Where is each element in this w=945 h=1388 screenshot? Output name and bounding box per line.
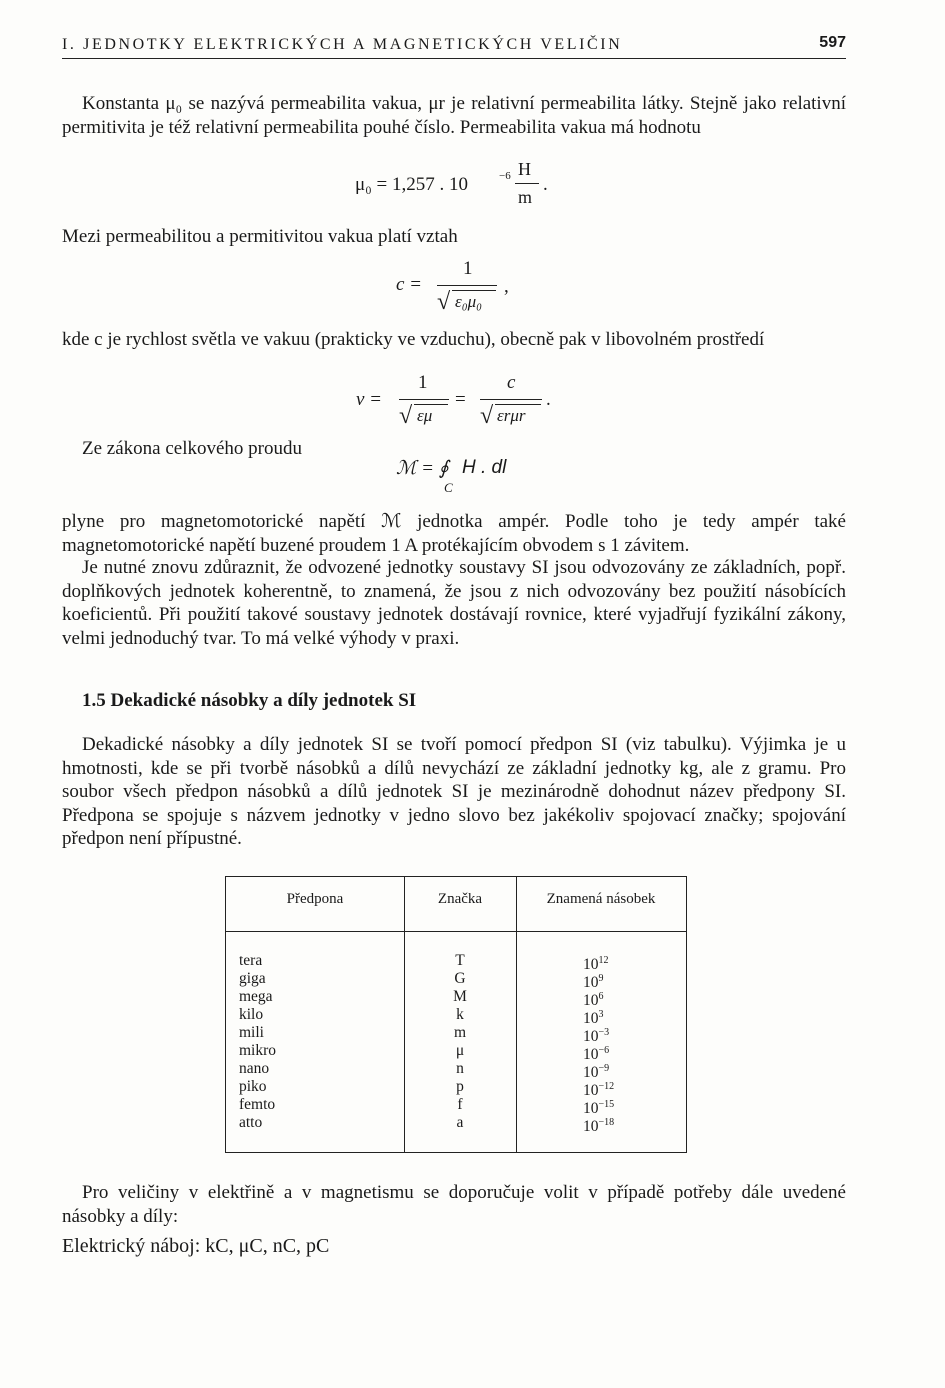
paragraph-total-current: Ze zákona celkového proudu xyxy=(82,438,302,459)
multiple-exponent: −12 xyxy=(598,1081,615,1092)
table-cell-symbol: M xyxy=(453,988,467,1005)
table-cell-symbol: a xyxy=(456,1114,464,1131)
eq3-numerator-1: 1 xyxy=(418,372,428,393)
paragraph-permeability: Konstanta μ₀ se nazývá permeabilita vakua, μr je relativní permeabilita látky. Stejně jako relativní permitivita je též relativní permeabilita pouhé číslo. Permeabilita vakua má hodnotu xyxy=(62,93,846,138)
eq1-fraction-line xyxy=(515,183,539,184)
multiple-base: 10 xyxy=(583,956,599,973)
table-cell-symbol: m xyxy=(453,1024,467,1041)
multiple-exponent: 3 xyxy=(598,1009,604,1020)
eq1-period: . xyxy=(543,174,548,195)
multiple-exponent: −18 xyxy=(598,1117,615,1128)
multiple-exponent: 9 xyxy=(598,973,604,984)
table-header-symbol: Značka xyxy=(437,891,483,907)
eq1-lhs: μ₀ = 1,257 . 10 xyxy=(355,174,469,195)
multiple-base: 10 xyxy=(583,1100,599,1117)
table-cell-symbol: T xyxy=(455,952,465,969)
multiple-base: 10 xyxy=(583,992,599,1009)
paragraph-coherence: Je nutné znovu zdůraznit, že odvozené jednotky soustavy SI jsou odvozovány ze základních, popř. doplňkových jednotek koherentně, to znamená, že jsou z nich odvozovány bez použití násobících koeficientů. Při použití takové soustavy jednotek dostávají rovnice, které vyjadřují fyzikální zákony, velmi jednoduchý tvar. To má velké výhody v praxi. xyxy=(62,557,846,649)
table-cell-symbol: p xyxy=(456,1078,464,1095)
multiple-exponent: −3 xyxy=(598,1027,610,1038)
eq3-sqrt-icon-1: √ xyxy=(399,403,413,429)
eq3-equals: = xyxy=(455,389,466,410)
multiple-base: 10 xyxy=(583,1010,599,1027)
table-cell-prefix: mega xyxy=(239,988,273,1005)
eq3-denominator-1: εμ xyxy=(417,406,433,425)
multiple-exponent: 6 xyxy=(598,991,604,1002)
prefix-table xyxy=(225,876,687,1153)
page-header xyxy=(62,34,846,59)
paragraph-recommendation: Pro veličiny v elektřině a v magnetismu se doporučuje volit v případě potřeby dále uvedené násobky a díly: xyxy=(62,1182,846,1227)
multiple-exponent: −6 xyxy=(598,1045,610,1056)
paragraph-mmf-unit: plyne pro magnetomotorické napětí ℳ jednotka ampér. Podle toho je tedy ampér také magnetomotorické napětí buzené proudem 1 A protékajícím obvodem s 1 závitem. xyxy=(62,511,846,556)
eq3-fraction-line-2 xyxy=(480,399,542,400)
running-title: I. JEDNOTKY ELEKTRICKÝCH A MAGNETICKÝCH VELIČIN xyxy=(62,36,623,53)
table-cell-prefix: giga xyxy=(239,970,266,987)
table-cell-prefix: atto xyxy=(239,1114,263,1131)
table-cell-symbol: μ xyxy=(455,1042,465,1059)
eq3-numerator-2: c xyxy=(507,372,516,393)
eq2-comma: , xyxy=(504,276,509,297)
table-cell-prefix: mikro xyxy=(239,1042,277,1059)
section-heading: 1.5 Dekadické násobky a díly jednotek SI xyxy=(82,690,417,711)
eq4-lhs: ℳ = ∮ xyxy=(396,458,449,479)
paragraph-relation: Mezi permeabilitou a permitivitou vakua platí vztah xyxy=(62,226,458,247)
multiple-base: 10 xyxy=(583,1064,599,1081)
eq1-denominator: m xyxy=(518,187,533,207)
table-cell-symbol: k xyxy=(456,1006,464,1023)
table-cell-symbol: f xyxy=(457,1096,463,1113)
eq2-fraction-line xyxy=(437,285,497,286)
multiple-exponent: 12 xyxy=(598,955,609,966)
eq2-lhs: c = xyxy=(396,274,423,295)
table-cell-prefix: mili xyxy=(239,1024,264,1041)
page-number: 597 xyxy=(819,34,846,51)
multiple-base: 10 xyxy=(583,1082,599,1099)
eq2-sqrt-icon: √ xyxy=(437,289,451,315)
paragraph-prefixes: Dekadické násobky a díly jednotek SI se tvoří pomocí předpon SI (viz tabulku). Výjimka je u hmotnosti, kde se při tvorbě násobků a dílů nevychází ze základní jednotky kg, ale z gramu. Pro soubor všech předpon násobků a dílů jednotek SI je mezinárodně dohodnut název předpony SI. Předpona se spojuje s názvem jednotky v jedno slovo bez jakékoliv spojovací značky; spojování předpon není přípustné. xyxy=(62,734,846,849)
table-header-row xyxy=(226,877,686,932)
table-cell-prefix: femto xyxy=(239,1096,276,1113)
eq3-fraction-line-1 xyxy=(399,399,449,400)
eq2-denominator: ε₀μ₀ xyxy=(455,292,483,311)
table-cell-multiple xyxy=(583,1114,614,1136)
eq4-rhs: H . dl xyxy=(462,457,507,478)
multiple-base: 10 xyxy=(583,1118,599,1135)
table-cell-symbol: G xyxy=(454,970,466,987)
paragraph-charge-units: Elektrický náboj: kC, μC, nC, pC xyxy=(62,1235,330,1257)
multiple-base: 10 xyxy=(583,974,599,991)
table-cell-prefix: kilo xyxy=(239,1006,264,1023)
table-header-multiple: Znamená násobek xyxy=(546,891,656,907)
eq2-numerator: 1 xyxy=(463,258,473,279)
table-divider-2 xyxy=(516,877,517,1152)
table-cell-prefix: nano xyxy=(239,1060,270,1077)
table-cell-prefix: tera xyxy=(239,952,263,969)
eq3-sqrt-bar-2 xyxy=(495,404,541,405)
multiple-base: 10 xyxy=(583,1028,599,1045)
eq1-numerator: H xyxy=(518,159,531,179)
table-cell-prefix: piko xyxy=(239,1078,267,1095)
table-header-prefix: Předpona xyxy=(286,891,344,907)
eq3-denominator-2: εrμr xyxy=(497,406,526,425)
multiple-exponent: −15 xyxy=(598,1099,615,1110)
eq3-sqrt-bar-1 xyxy=(414,404,448,405)
eq3-sqrt-icon-2: √ xyxy=(480,403,494,429)
eq4-subscript: C xyxy=(444,480,453,495)
eq1-exponent: −6 xyxy=(499,170,511,182)
eq3-period: . xyxy=(546,389,551,410)
paragraph-speed: kde c je rychlost světla ve vakuu (prakticky ve vzduchu), obecně pak v libovolném prostředí xyxy=(62,329,765,350)
multiple-exponent: −9 xyxy=(598,1063,610,1074)
eq3-lhs: v = xyxy=(356,389,383,410)
eq2-sqrt-bar xyxy=(452,290,496,291)
multiple-base: 10 xyxy=(583,1046,599,1063)
table-cell-symbol: n xyxy=(456,1060,464,1077)
